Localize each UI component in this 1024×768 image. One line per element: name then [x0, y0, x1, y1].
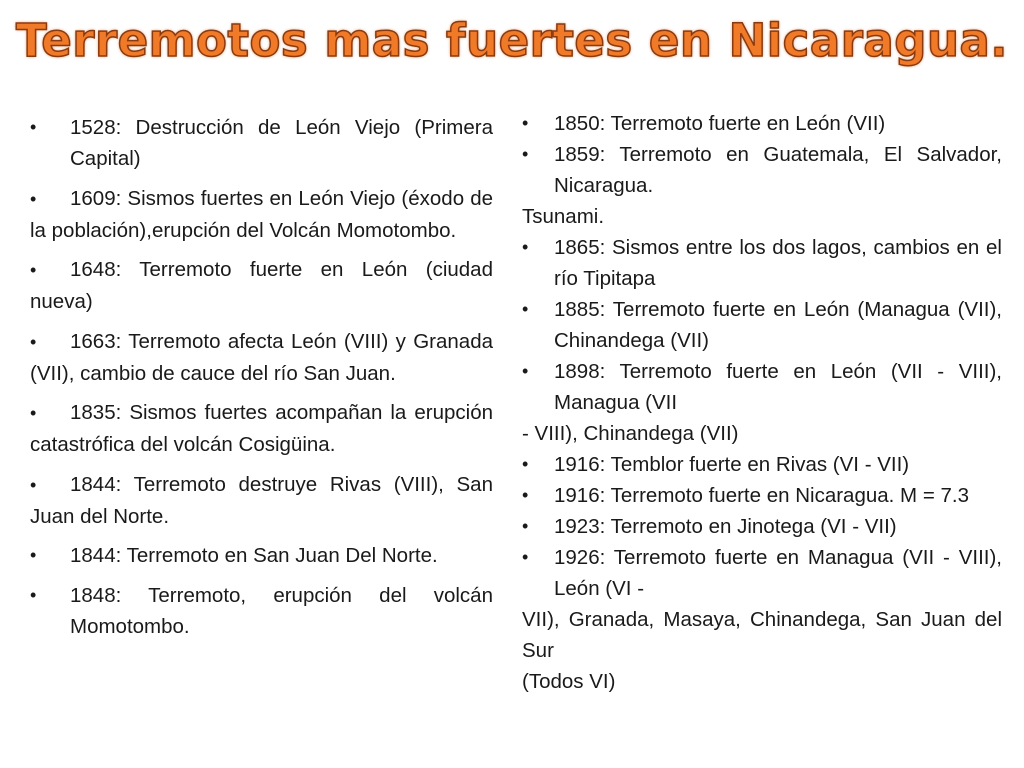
right-column [522, 108, 1002, 697]
list-item-text: 1898: Terremoto fuerte en León (VII - VIII), Managua (VII [554, 360, 1002, 414]
left-list-item [30, 112, 493, 174]
right-list-item [522, 511, 1002, 542]
list-item-text: 1865: Sismos entre los dos lagos, cambios en el río Tipitapa [554, 236, 1002, 290]
right-list-item [522, 356, 1002, 418]
right-list-item [522, 232, 1002, 294]
list-item-text: 1916: Terremoto fuerte en Nicaragua. M = 7.3 [554, 484, 969, 507]
bullet-icon: • [522, 485, 529, 505]
left-list-item [30, 326, 493, 389]
list-item-text: 1859: Terremoto en Guatemala, El Salvador, Nicaragua. [554, 143, 1002, 197]
right-list-item [522, 139, 1002, 201]
list-item-text: Tsunami. [522, 205, 605, 228]
right-list-item [522, 201, 1002, 232]
left-list-item [30, 183, 493, 246]
bullet-icon: • [30, 331, 37, 352]
bullet-icon: • [30, 584, 37, 605]
left-list-item [30, 540, 493, 571]
list-item-text: (Todos VI) [522, 670, 616, 693]
list-item-text: 1923: Terremoto en Jinotega (VI - VII) [554, 515, 897, 538]
list-item-text: 1885: Terremoto fuerte en León (Managua (VII), Chinandega (VII) [554, 298, 1002, 352]
list-item-text: - VIII), Chinandega (VII) [522, 422, 739, 445]
list-item-text: 1916: Temblor fuerte en Rivas (VI - VII) [554, 453, 910, 476]
list-item-text: 1844: Terremoto en San Juan Del Norte. [70, 544, 438, 567]
list-item-text: 1850: Terremoto fuerte en León (VII) [554, 112, 886, 135]
list-item-text: 1663: Terremoto afecta León (VIII) y Granada (VII), cambio de cauce del río San Juan. [30, 329, 493, 385]
right-list-item [522, 480, 1002, 511]
bullet-icon: • [522, 237, 529, 257]
list-item-text: 1609: Sismos fuertes en León Viejo (éxodo de la población),erupción del Volcán Momotombo. [30, 186, 493, 242]
bullet-icon: • [522, 516, 529, 536]
right-list-item [522, 666, 1002, 697]
right-list-item [522, 418, 1002, 449]
bullet-icon: • [30, 474, 37, 495]
right-list-item [522, 449, 1002, 480]
bullet-icon: • [30, 403, 37, 423]
bullet-icon: • [522, 113, 529, 133]
list-item-text: 1926: Terremoto fuerte en Managua (VII - VIII), León (VI - [554, 546, 1002, 600]
left-column [30, 112, 493, 650]
list-item-text: 1848: Terremoto, erupción del volcán Momotombo. [70, 583, 493, 638]
bullet-icon: • [30, 188, 37, 209]
left-list-item [30, 397, 493, 460]
list-item-text: 1528: Destrucción de León Viejo (Primera Capital) [70, 116, 493, 170]
slide-title: Terremotos mas fuertes en Nicaragua. [16, 14, 1008, 67]
bullet-icon: • [522, 547, 529, 567]
bullet-icon: • [522, 299, 529, 319]
list-item-text: 1648: Terremoto fuerte en León (ciudad nueva) [30, 258, 493, 313]
right-list-item [522, 294, 1002, 356]
right-list-item [522, 108, 1002, 139]
list-item-text: 1844: Terremoto destruye Rivas (VIII), San Juan del Norte. [30, 472, 493, 528]
bullet-icon: • [30, 117, 37, 137]
bullet-icon: • [30, 545, 37, 565]
bullet-icon: • [522, 144, 529, 164]
list-item-text: VII), Granada, Masaya, Chinandega, San Juan del Sur [522, 608, 1002, 662]
bullet-icon: • [522, 361, 529, 381]
left-list-item [30, 254, 493, 317]
left-list-item [30, 580, 493, 642]
list-item-text: 1835: Sismos fuertes acompañan la erupción catastrófica del volcán Cosigüina. [30, 401, 493, 456]
right-list-item [522, 604, 1002, 666]
left-list-item [30, 469, 493, 532]
bullet-icon: • [522, 454, 529, 474]
right-list-item [522, 542, 1002, 604]
bullet-icon: • [30, 260, 37, 280]
